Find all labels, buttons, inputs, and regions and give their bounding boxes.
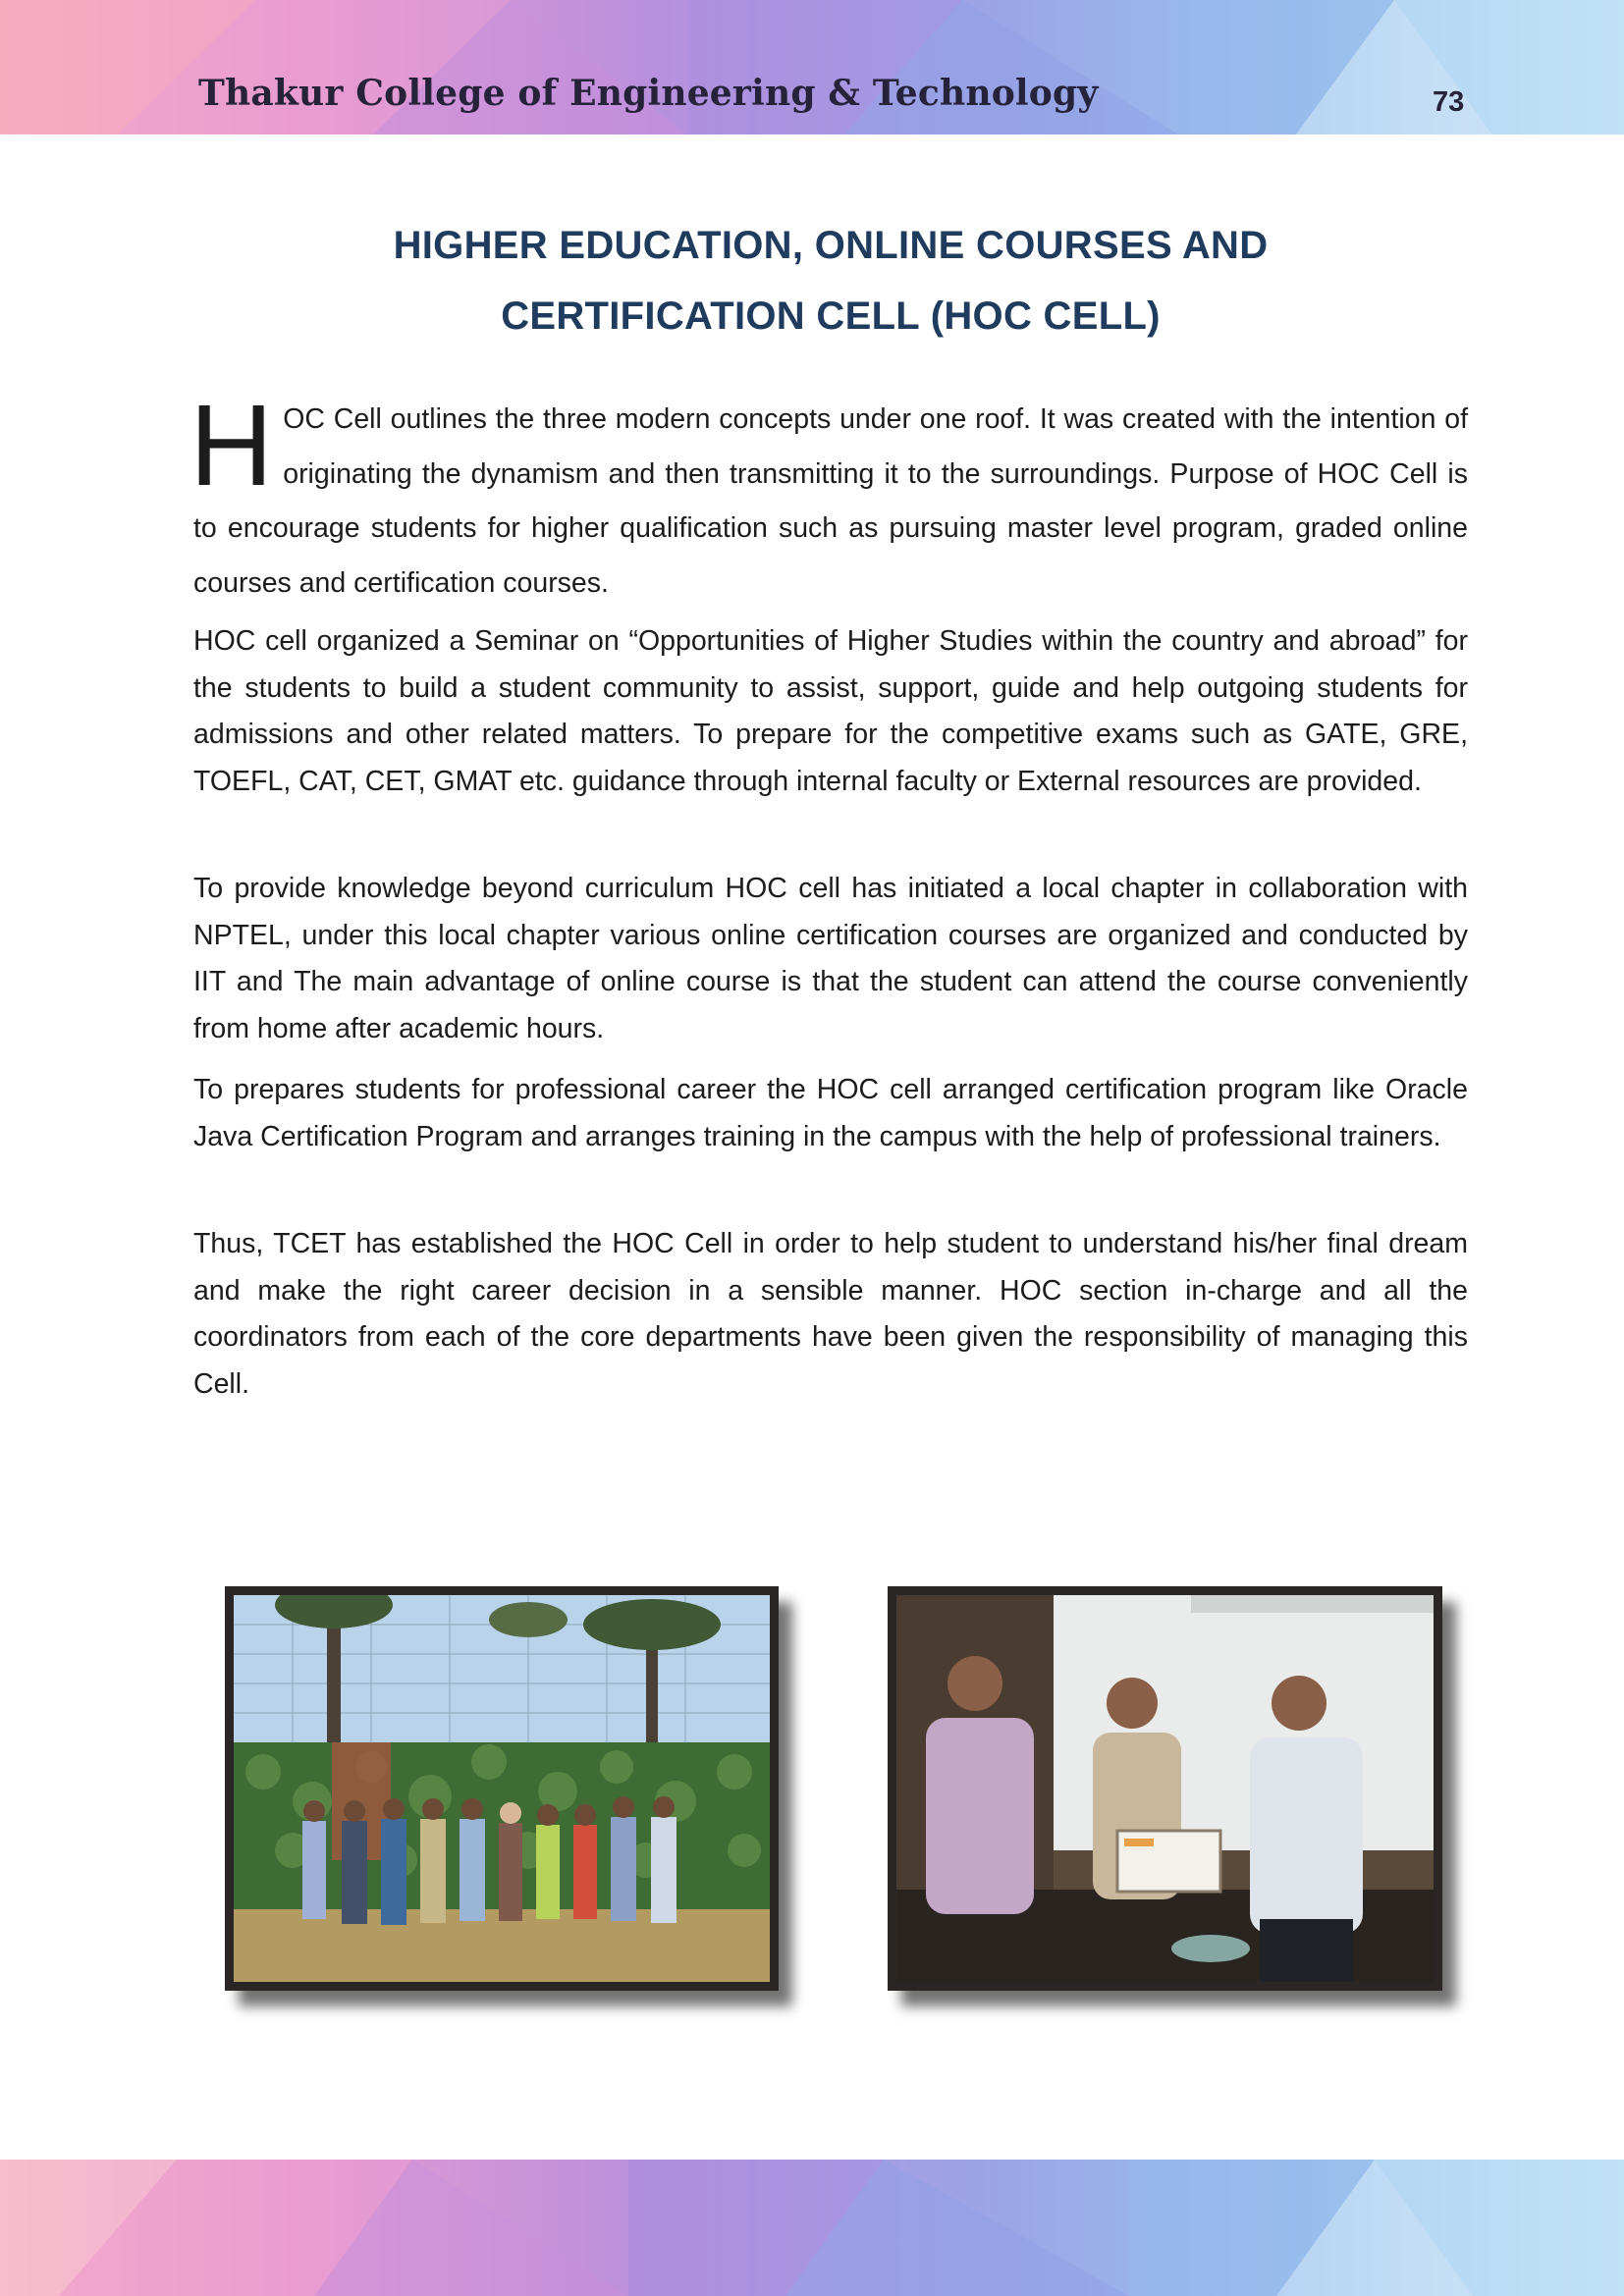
footer-band <box>0 2160 1624 2296</box>
certificate-presentation-image <box>896 1595 1434 1982</box>
page-number: 73 <box>1433 86 1465 118</box>
paragraph-conclusion: Thus, TCET has established the HOC Cell in order to help student to understand his/her final dream and make the right career decision in a sensible manner. HOC section in-charge and all the coordinators from each of the core departments have been given the responsibility of managing this Cell. <box>193 1228 1468 1400</box>
paragraph-nptel: To provide knowledge beyond curriculum HOC cell has initiated a local chapter in collaboration with NPTEL, under this local chapter various online certification courses are organized and conducted by IIT and The main advantage of online course is that the student can attend the course conveniently from home after academic hours. <box>193 873 1468 1044</box>
paragraph-intro <box>189 381 1468 611</box>
group-photo <box>225 1586 779 1991</box>
group-photo-image <box>234 1595 770 1982</box>
footer-decoration <box>0 2160 1624 2296</box>
page-title-line-2: CERTIFICATION CELL (HOC CELL) <box>501 294 1161 338</box>
header-decoration <box>0 0 1624 134</box>
page-title-line-1: HIGHER EDUCATION, ONLINE COURSES AND <box>393 224 1269 267</box>
paragraph-seminar: HOC cell organized a Seminar on “Opportunities of Higher Studies within the country and abroad” for the students to build a student community to assist, support, guide and help outgoing students for admissions and other related matters. To prepare for the competitive exams such as GATE, GRE, TOEFL, CAT, CET, GMAT etc. guidance through internal faculty or External resources are provided. <box>193 625 1468 797</box>
college-name: Thakur College of Engineering & Technology <box>198 73 1099 114</box>
drop-cap: H <box>189 381 274 510</box>
paragraph-certification: To prepares students for professional career the HOC cell arranged certification program like Oracle Java Certification Program and arranges training in the campus with the help of professional trainers. <box>193 1074 1468 1152</box>
header-band <box>0 0 1624 134</box>
paragraph-intro-text: OC Cell outlines the three modern concepts under one roof. It was created with the intention of originating the dynamism and then transmitting it to the surroundings. Purpose of HOC Cell is to encourage students for higher qualification such as pursuing master level program, graded online courses and certification courses. <box>193 403 1468 599</box>
certificate-presentation-photo <box>888 1586 1442 1991</box>
